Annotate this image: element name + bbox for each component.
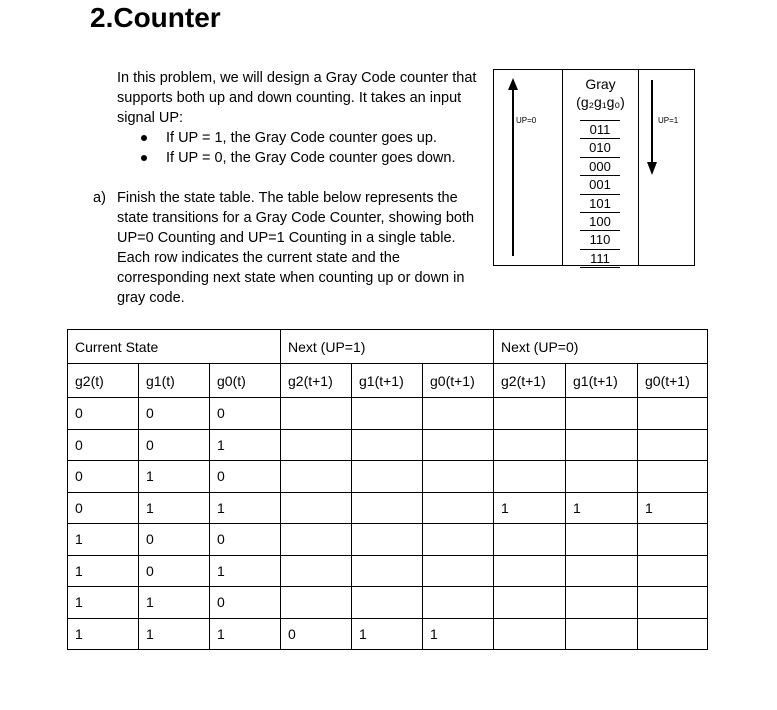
table-cell: 1	[68, 555, 139, 587]
table-cell	[281, 461, 352, 493]
gray-code-list	[580, 120, 620, 268]
column-header: g1(t+1)	[566, 364, 638, 398]
table-cell	[281, 524, 352, 556]
table-cell	[352, 587, 423, 619]
column-header: g1(t)	[139, 364, 210, 398]
table-cell	[566, 618, 638, 650]
gray-code: 011	[580, 121, 620, 139]
gray-code: 001	[580, 176, 620, 194]
gray-header	[563, 75, 638, 111]
column-header-row	[68, 364, 708, 398]
bullet-dot-icon	[141, 155, 147, 161]
gray-code: 111	[580, 250, 620, 268]
bullet-dot-icon	[141, 135, 147, 141]
gray-code: 000	[580, 158, 620, 176]
table-cell	[494, 461, 566, 493]
up0-label: UP=0	[516, 116, 537, 125]
table-row	[68, 398, 708, 430]
column-header: g2(t+1)	[494, 364, 566, 398]
part-a-label: a)	[93, 190, 106, 206]
table-cell	[352, 398, 423, 430]
down-arrow-icon	[646, 80, 658, 175]
table-cell	[352, 492, 423, 524]
table-cell: 0	[139, 398, 210, 430]
gray-header-subtitle: (g₂g₁g₀)	[576, 94, 625, 110]
gray-header-title: Gray	[585, 76, 616, 92]
table-cell	[423, 492, 494, 524]
table-cell	[423, 398, 494, 430]
gray-code: 101	[580, 195, 620, 213]
table-cell	[281, 398, 352, 430]
table-row	[68, 587, 708, 619]
table-cell	[281, 492, 352, 524]
table-cell: 0	[68, 492, 139, 524]
table-cell: 0	[281, 618, 352, 650]
table-cell: 1	[638, 492, 708, 524]
table-cell: 1	[210, 555, 281, 587]
table-body	[68, 398, 708, 650]
column-header: g2(t+1)	[281, 364, 352, 398]
table-cell	[423, 524, 494, 556]
intro-paragraph: In this problem, we will design a Gray Code counter that supports both up and down counting. It takes an input signal UP:	[117, 70, 477, 126]
table-cell	[494, 429, 566, 461]
table-cell: 1	[139, 461, 210, 493]
table-cell	[566, 555, 638, 587]
table-cell: 1	[139, 618, 210, 650]
table-cell	[281, 429, 352, 461]
group-header-row	[68, 330, 708, 364]
table-row	[68, 492, 708, 524]
state-table	[67, 329, 708, 650]
table-row	[68, 429, 708, 461]
table-cell	[494, 587, 566, 619]
table-cell	[566, 524, 638, 556]
table-cell	[423, 587, 494, 619]
table-cell	[423, 429, 494, 461]
table-cell	[566, 429, 638, 461]
table-cell	[352, 555, 423, 587]
table-cell	[494, 618, 566, 650]
part-a-text: Finish the state table. The table below represents the state transitions for a Gray Code Counter, showing both UP=0 Counting and UP=1 Counting in a single table. Each row indicates the current state and the corresponding next state when counting up or down in gray code.	[117, 190, 475, 306]
table-cell: 0	[210, 587, 281, 619]
gray-code-diagram	[493, 69, 695, 266]
table-cell	[638, 555, 708, 587]
table-cell	[638, 587, 708, 619]
table-cell: 1	[210, 618, 281, 650]
bullet-text: If UP = 1, the Gray Code counter goes up.	[166, 130, 437, 146]
table-cell: 0	[139, 429, 210, 461]
table-cell: 1	[68, 524, 139, 556]
table-cell	[494, 398, 566, 430]
table-cell: 1	[210, 492, 281, 524]
part-a-question	[93, 188, 488, 308]
column-header: g0(t+1)	[423, 364, 494, 398]
table-cell: 1	[566, 492, 638, 524]
table-row	[68, 618, 708, 650]
table-cell	[423, 555, 494, 587]
table-cell: 1	[423, 618, 494, 650]
table-cell	[566, 587, 638, 619]
table-row	[68, 524, 708, 556]
table-row	[68, 461, 708, 493]
gray-code: 110	[580, 231, 620, 249]
column-header: g2(t)	[68, 364, 139, 398]
table-cell: 1	[139, 492, 210, 524]
table-cell	[494, 555, 566, 587]
group-header-current: Current State	[68, 330, 281, 364]
table-cell: 0	[68, 398, 139, 430]
table-cell	[352, 461, 423, 493]
table-cell: 1	[68, 618, 139, 650]
table-cell: 0	[68, 461, 139, 493]
table-cell	[423, 461, 494, 493]
table-cell	[566, 461, 638, 493]
up-arrow-icon	[507, 78, 519, 256]
column-header: g0(t)	[210, 364, 281, 398]
gray-code: 010	[580, 139, 620, 157]
table-cell	[638, 461, 708, 493]
table-cell	[638, 524, 708, 556]
bullet-item	[145, 148, 456, 168]
section-title: 2.Counter	[90, 2, 221, 33]
bullet-text: If UP = 0, the Gray Code counter goes down.	[166, 150, 456, 166]
table-cell	[281, 555, 352, 587]
table-cell	[494, 524, 566, 556]
column-header: g1(t+1)	[352, 364, 423, 398]
table-cell: 0	[139, 555, 210, 587]
up1-label: UP=1	[658, 116, 679, 125]
table-cell: 0	[210, 398, 281, 430]
table-row	[68, 555, 708, 587]
table-cell	[566, 398, 638, 430]
table-cell	[352, 524, 423, 556]
table-cell: 1	[68, 587, 139, 619]
table-cell: 1	[494, 492, 566, 524]
table-cell: 0	[210, 461, 281, 493]
table-cell: 0	[68, 429, 139, 461]
group-header-next-up1: Next (UP=1)	[281, 330, 494, 364]
table-cell	[281, 587, 352, 619]
table-cell	[638, 429, 708, 461]
column-header: g0(t+1)	[638, 364, 708, 398]
table-cell: 1	[352, 618, 423, 650]
table-cell	[352, 429, 423, 461]
bullet-list	[145, 128, 456, 168]
table-cell: 1	[210, 429, 281, 461]
table-cell: 0	[139, 524, 210, 556]
group-header-next-up0: Next (UP=0)	[494, 330, 708, 364]
table-cell: 1	[139, 587, 210, 619]
table-cell	[638, 398, 708, 430]
gray-code: 100	[580, 213, 620, 231]
table-cell	[638, 618, 708, 650]
diagram-divider	[638, 70, 639, 265]
table-cell: 0	[210, 524, 281, 556]
bullet-item	[145, 128, 456, 148]
